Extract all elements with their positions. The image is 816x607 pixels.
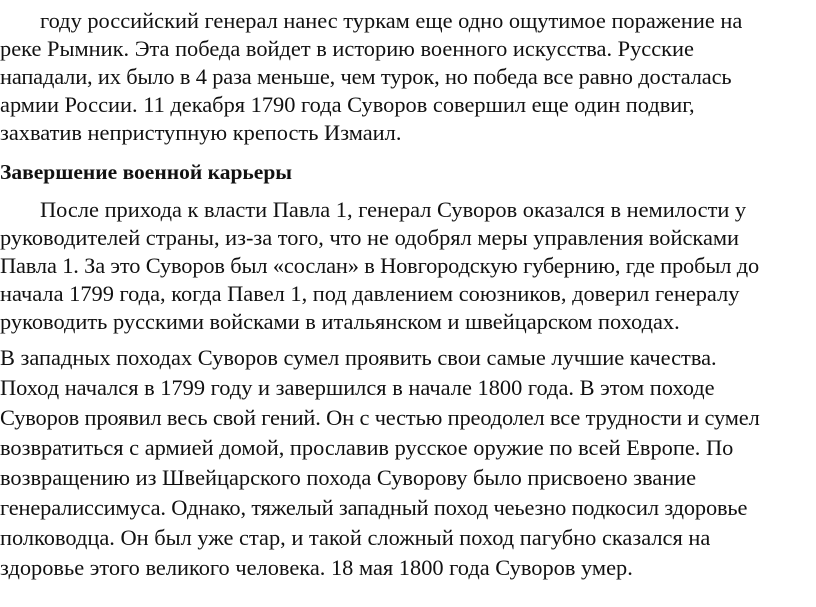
paragraph-3-line-6: генералиссимуса. Однако, тяжелый западный поход чеьезно подкосил здоровье bbox=[0, 495, 748, 520]
paragraph-2-line-4: начала 1799 года, когда Павел 1, под давлением союзников, доверил генералу bbox=[0, 281, 740, 306]
section-heading: Завершение военной карьеры bbox=[0, 160, 293, 184]
paragraph-1-line-4: армии России. 11 декабря 1790 года Суворов совершил еще один подвиг, bbox=[0, 92, 695, 117]
paragraph-3-line-2: Поход начался в 1799 году и завершился в начале 1800 года. В этом походе bbox=[0, 375, 715, 400]
paragraph-1-line-1: году российский генерал нанес туркам еще одно ощутимое поражение на bbox=[40, 8, 743, 33]
paragraph-2-line-1: После прихода к власти Павла 1, генерал Суворов оказался в немилости у bbox=[40, 197, 747, 222]
paragraph-3-line-4: возвратиться с армией домой, прославив русское оружие по всей Европе. По bbox=[0, 435, 734, 460]
paragraph-3-line-1: В западных походах Суворов сумел проявить свои самые лучшие качества. bbox=[0, 345, 717, 370]
paragraph-1-line-3: нападали, их было в 4 раза меньше, чем турок, но победа все равно досталась bbox=[0, 64, 732, 89]
paragraph-2-line-3: Павла 1. За это Суворов был «сослан» в Новгородскую губернию, где пробыл до bbox=[0, 253, 759, 278]
paragraph-3-line-5: возвращению из Швейцарского похода Суворову было присвоено звание bbox=[0, 465, 697, 490]
paragraph-2-line-2: руководителей страны, из-за того, что не одобрял меры управления войсками bbox=[0, 225, 740, 250]
paragraph-2-line-5: руководить русскими войсками в итальянском и швейцарском походах. bbox=[0, 309, 680, 334]
paragraph-3-line-3: Суворов проявил весь свой гений. Он с честью преодолел все трудности и сумел bbox=[0, 405, 760, 430]
paragraph-1-line-5: захватив неприступную крепость Измаил. bbox=[0, 120, 402, 145]
paragraph-3-line-7: полководца. Он был уже стар, и такой сложный поход пагубно сказался на bbox=[0, 525, 711, 550]
paragraph-1-line-2: реке Рымник. Эта победа войдет в историю военного искусства. Русские bbox=[0, 36, 694, 61]
paragraph-3-line-8: здоровье этого великого человека. 18 мая 1800 года Суворов умер. bbox=[0, 555, 633, 580]
